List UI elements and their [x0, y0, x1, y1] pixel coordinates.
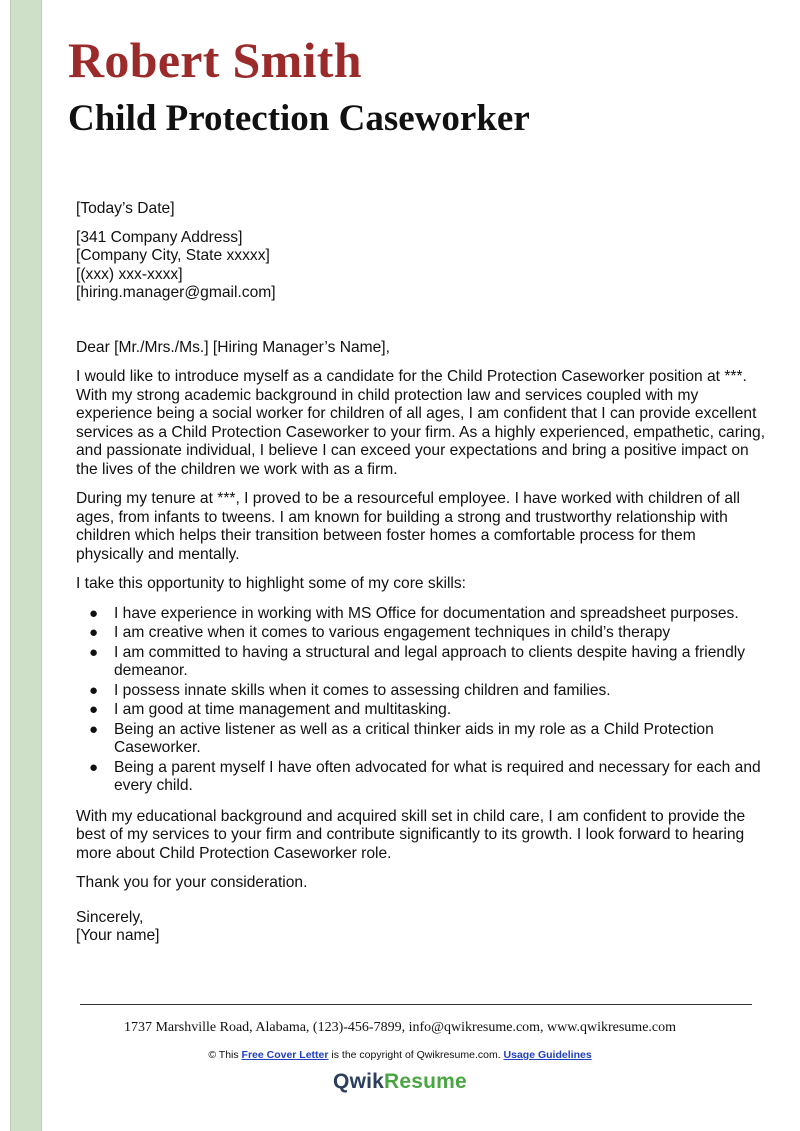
list-item	[76, 759, 766, 796]
letter-date: [Today’s Date]	[76, 200, 175, 217]
bullet-icon: ●	[89, 643, 99, 661]
address-line: [(xxx) xxx-xxxx]	[76, 265, 183, 283]
signature: [Your name]	[76, 927, 160, 944]
bullet-icon: ●	[89, 624, 99, 641]
paragraph-closing: With my educational background and acquired skill set in child care, I am confident to provide the best of my services to your firm and contribute significantly to its growth. I look forward to hearing more about Child Protection Caseworker role.	[76, 807, 746, 862]
usage-guidelines-link[interactable]: Usage Guidelines	[503, 1049, 592, 1061]
bullet-icon: ●	[89, 758, 99, 776]
skill-text: I possess innate skills when it comes to assessing children and families.	[114, 681, 611, 699]
job-title: Child Protection Caseworker	[68, 98, 530, 139]
bullet-icon: ●	[89, 720, 99, 738]
skill-text: Being a parent myself I have often advocated for what is required and necessary for each and every child.	[114, 758, 761, 794]
copyright-middle: is the copyright of Qwikresume.com.	[328, 1049, 504, 1061]
copyright-prefix: © This	[208, 1049, 242, 1061]
recipient-address	[76, 229, 766, 303]
paragraph-intro: I would like to introduce myself as a candidate for the Child Protection Caseworker position at ***. With my strong academic background in child protection law and services coupled with my experience being a social worker for children of all ages, I am confident that I can provide excellent services as a Child Protection Caseworker to your firm. As a highly experienced, empathetic, caring, and passionate individual, I believe I can exceed your expectations and bring a positive impact on the lives of the children we work with as a firm.	[76, 368, 766, 478]
logo-resume: Resume	[384, 1070, 467, 1093]
thanks-line: Thank you for your consideration.	[76, 874, 308, 891]
skill-text: I have experience in working with MS Office for documentation and spreadsheet purposes.	[114, 604, 739, 622]
skill-text: I am good at time management and multitasking.	[114, 701, 452, 718]
letter-body	[76, 200, 766, 946]
footer-divider	[80, 1004, 752, 1005]
closing: Sincerely,	[76, 908, 144, 926]
qwikresume-logo[interactable]	[0, 1070, 800, 1094]
list-item	[76, 721, 766, 758]
list-item	[76, 701, 766, 720]
salutation: Dear [Mr./Mrs./Ms.] [Hiring Manager’s Name],	[76, 338, 390, 356]
free-cover-letter-link[interactable]: Free Cover Letter	[241, 1049, 329, 1061]
bullet-icon: ●	[89, 701, 99, 718]
paragraph-tenure: During my tenure at ***, I proved to be a resourceful employee. I have worked with children of all ages, from infants to tweens. I am known for building a strong and trustworthy relationship with children which helps their transition between foster homes a comfortable process for them physically and mentally.	[76, 490, 740, 563]
skill-text: Being an active listener as well as a critical thinker aids in my role as a Child Protection Caseworker.	[114, 720, 714, 756]
footer-contact: 1737 Marshville Road, Alabama, (123)-456-7899, info@qwikresume.com, www.qwikresume.com	[123, 1020, 677, 1035]
list-item	[76, 682, 766, 701]
decorative-side-bar	[10, 0, 42, 1131]
address-line: [Company City, State xxxxx]	[76, 247, 270, 264]
applicant-name: Robert Smith	[68, 32, 362, 88]
list-item	[76, 644, 766, 681]
copyright-notice	[0, 1049, 800, 1061]
bullet-icon: ●	[89, 681, 99, 699]
skill-text: I am creative when it comes to various engagement techniques in child’s therapy	[114, 624, 671, 641]
skills-list	[76, 605, 766, 796]
bullet-icon: ●	[89, 604, 99, 622]
address-line: [341 Company Address]	[76, 228, 243, 246]
list-item	[76, 624, 766, 643]
skill-text: I am committed to having a structural and legal approach to clients despite having a friendly demeanor.	[114, 643, 746, 679]
address-line: [hiring.manager@gmail.com]	[76, 284, 276, 301]
logo-qwik: Qwik	[333, 1070, 385, 1093]
list-item	[76, 605, 766, 624]
skills-intro: I take this opportunity to highlight some of my core skills:	[76, 575, 467, 592]
